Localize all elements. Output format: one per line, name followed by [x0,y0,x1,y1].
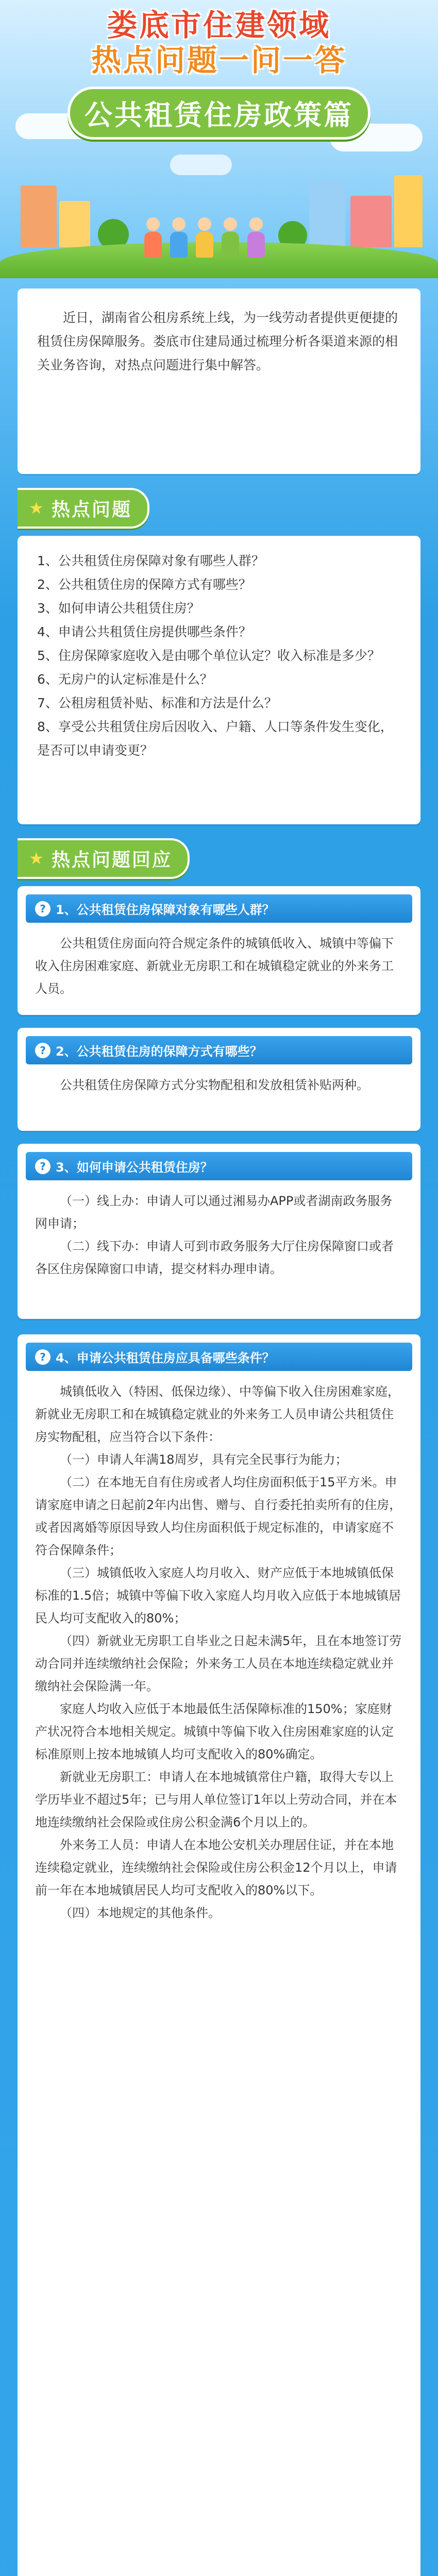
intro-text: 近日，湖南省公租房系统上线，为一线劳动者提供更便捷的租赁住房保障服务。娄底市住建局通过梳理分析各渠道来源的相关业务咨询，对热点问题进行集中解答。 [37,310,398,372]
question-icon: ? [35,1159,50,1174]
hot-question-item: 6、无房户的认定标准是什么？ [37,672,213,687]
building-decoration [59,201,90,247]
hot-question-item: 3、如何申请公共租赁住房？ [37,601,200,616]
question-bar [26,1152,412,1180]
answer-paragraph: （一）线上办：申请人可以通过湘易办APP或者湖南政务服务网申请； [35,1194,393,1231]
answer-paragraph: 家庭人均收入应低于本地最低生活保障标准的150%；家庭财产状况符合本地相关规定。城镇中等偏下收入住房困难家庭的认定标准原则上按本地城镇人均可支配收入的80%确定。 [35,1702,394,1761]
building-decoration [21,185,57,247]
question-text: 2、公共租赁住房的保障方式有哪些？ [56,1044,262,1059]
question-bar [26,1343,412,1371]
person-illustration [170,217,188,258]
answer-card-4 [18,1334,420,2576]
question-bar [26,1036,412,1064]
answer-card-2 [18,1028,420,1131]
answer-body [18,923,420,1013]
question-text: 4、申请公共租赁住房应具备哪些条件？ [56,1351,275,1365]
intro-card [18,289,420,474]
hot-question-item: 8、享受公共租赁住房后因收入、户籍、人口等条件发生变化，是否可以申请变更？ [37,719,393,758]
answer-card-1 [18,886,420,1015]
question-bar [26,894,412,923]
header-banner [0,0,438,278]
question-icon: ? [35,1349,50,1365]
page-title-line2: 热点问题一问一答 [91,42,347,78]
building-decoration [350,196,392,247]
hot-questions-card [18,536,420,824]
answer-paragraph: 公共租赁住房面向符合规定条件的城镇低收入、城镇中等偏下收入住房困难家庭、新就业无房职工和在城镇稳定就业的外来务工人员。 [35,936,394,996]
page-subtitle-badge: 公共租赁住房政策篇 [68,87,370,140]
building-decoration [309,180,345,247]
star-icon: ★ [29,849,45,868]
hot-question-item: 2、公共租赁住房的保障方式有哪些？ [37,577,251,592]
hot-questions-list [18,536,420,776]
hot-questions-title: 热点问题 [52,499,132,520]
answer-paragraph: （二）线下办：申请人可到市政务服务大厅住房保障窗口或者各区住房保障窗口申请，提交材料办理申请。 [35,1239,394,1276]
question-icon: ? [35,1043,50,1058]
answer-paragraph: 公共租赁住房保障方式分实物配租和发放租赁补贴两种。 [60,1078,369,1092]
answer-paragraph: 城镇低收入（特困、低保边缘）、中等偏下收入住房困难家庭，新就业无房职工和在城镇稳定就业的外来务工人员申请公共租赁住房实物配租，应当符合以下条件： [35,1384,400,1444]
hot-questions-badge [18,488,149,529]
question-text: 3、如何申请公共租赁住房？ [56,1160,213,1175]
person-illustration [144,217,162,258]
title-block [0,9,438,140]
answer-paragraph: （四）本地规定的其他条件。 [60,1906,221,1920]
answers-heading [18,840,420,877]
answer-paragraph: 新就业无房职工：申请人在本地城镇常住户籍，取得大专以上学历毕业不超过5年；已与用人单位签订1年以上劳动合同，并在本地连续缴纳社会保险或住房公积金满6个月以上的。 [35,1770,397,1829]
answers-title: 热点问题回应 [52,849,173,871]
hot-question-item: 7、公租房租赁补贴、标准和方法是什么？ [37,696,277,710]
person-illustration [196,217,213,258]
page-title-line1: 娄底市住建领域 [107,8,331,43]
answer-paragraph: （一）申请人年满18周岁，具有完全民事行为能力； [60,1452,348,1467]
star-icon: ★ [29,498,45,518]
question-text: 1、公共租赁住房保障对象有哪些人群？ [56,903,275,917]
question-icon: ? [35,901,50,917]
answer-paragraph: （二）在本地无自有住房或者人均住房面积低于15平方米。申请家庭申请之日起前2年内出售、赠与、自行委托拍卖所有的住房，或者因离婚等原因导致人均住房面积低于规定标准的，申请家庭不符合保障条件； [35,1475,402,1557]
grass-decoration [0,242,438,278]
answers-badge [18,838,190,879]
person-illustration [222,217,239,258]
person-illustration [247,217,265,258]
city-illustration [0,170,438,278]
answer-paragraph: （四）新就业无房职工自毕业之日起未满5年，且在本地签订劳动合同并连续缴纳社会保险；外来务工人员在本地连续稳定就业并缴纳社会保险满一年。 [35,1634,402,1693]
answer-paragraph: 外来务工人员：申请人在本地公安机关办理居住证，并在本地连续稳定就业，连续缴纳社会保险或住房公积金12个月以上，申请前一年在本地城镇居民人均可支配收入的80%以下。 [35,1838,397,1897]
hot-question-item: 1、公共租赁住房保障对象有哪些人群？ [37,553,264,568]
answer-body [18,1064,420,1110]
answer-paragraph: （三）城镇低收入家庭人均月收入、财产应低于本地城镇低保标准的1.5倍；城镇中等偏下收入家庭人均月收入应低于本地城镇居民人均可支配收入的80%； [35,1566,401,1625]
hot-question-item: 5、住房保障家庭收入是由哪个单位认定？收入标准是多少？ [37,648,380,663]
answer-body [18,1180,420,1294]
answer-card-3 [18,1144,420,1319]
building-decoration [394,175,423,247]
hot-questions-heading [18,489,420,527]
answer-body [18,1371,420,1938]
hot-question-item: 4、申请公共租赁住房提供哪些条件？ [37,624,251,639]
